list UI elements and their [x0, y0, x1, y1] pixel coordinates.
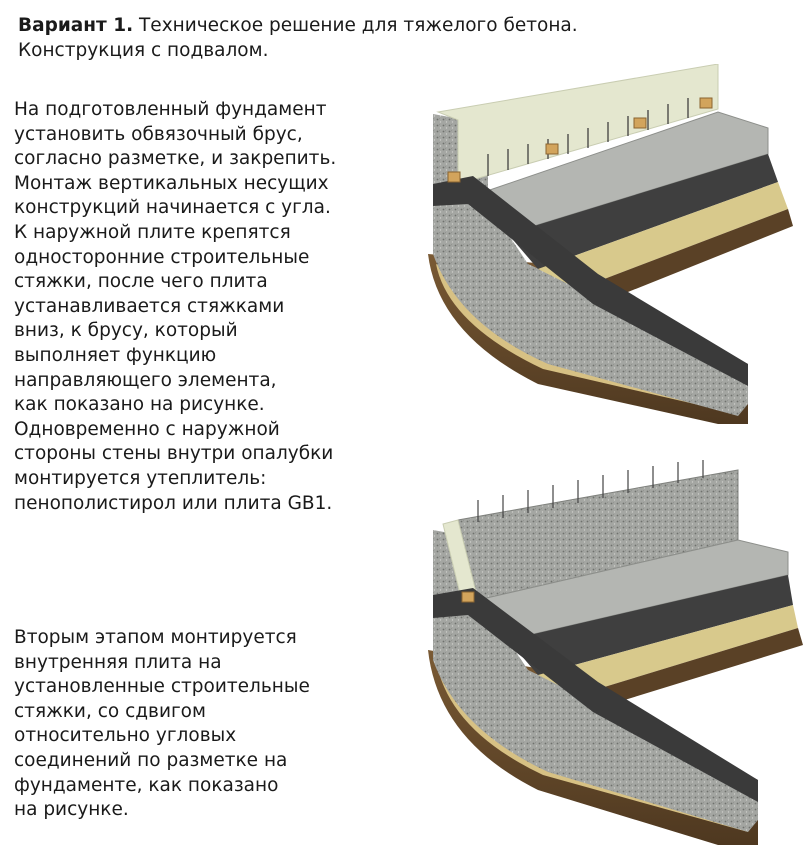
step-1-outer-panel-illustration	[418, 64, 809, 434]
title-text: Техническое решение для тяжелого бетона.	[133, 15, 578, 36]
subtitle: Конструкция с подвалом.	[18, 40, 269, 61]
step-2-description: Вторым этапом монтируется внутренняя плита на установленные строительные стяжки, со сдвигом относительно угловых соединений по разметке на фундаменте, как показано на рисунке.	[14, 627, 310, 821]
timber-blocks	[462, 592, 474, 602]
step-2-inner-panel-illustration	[418, 460, 809, 852]
step-1-description: На подготовленный фундамент установить обвязочный брус, согласно разметке, и закрепить. Монтаж вертикальных несущих конструкций начинается с угла. К наружной плите крепятся односторонние строительные стяжки, после чего плита устанавливается стяжками вниз, к брусу, который выполняет функцию направляющего элемента, как показано на рисунке. Одновременно с наружной стороны стены внутри опалубки монтируется утеплитель: пенополистирол или плита GB1.	[14, 99, 337, 514]
page-title	[18, 13, 778, 63]
variant-label: Вариант 1.	[18, 15, 134, 36]
